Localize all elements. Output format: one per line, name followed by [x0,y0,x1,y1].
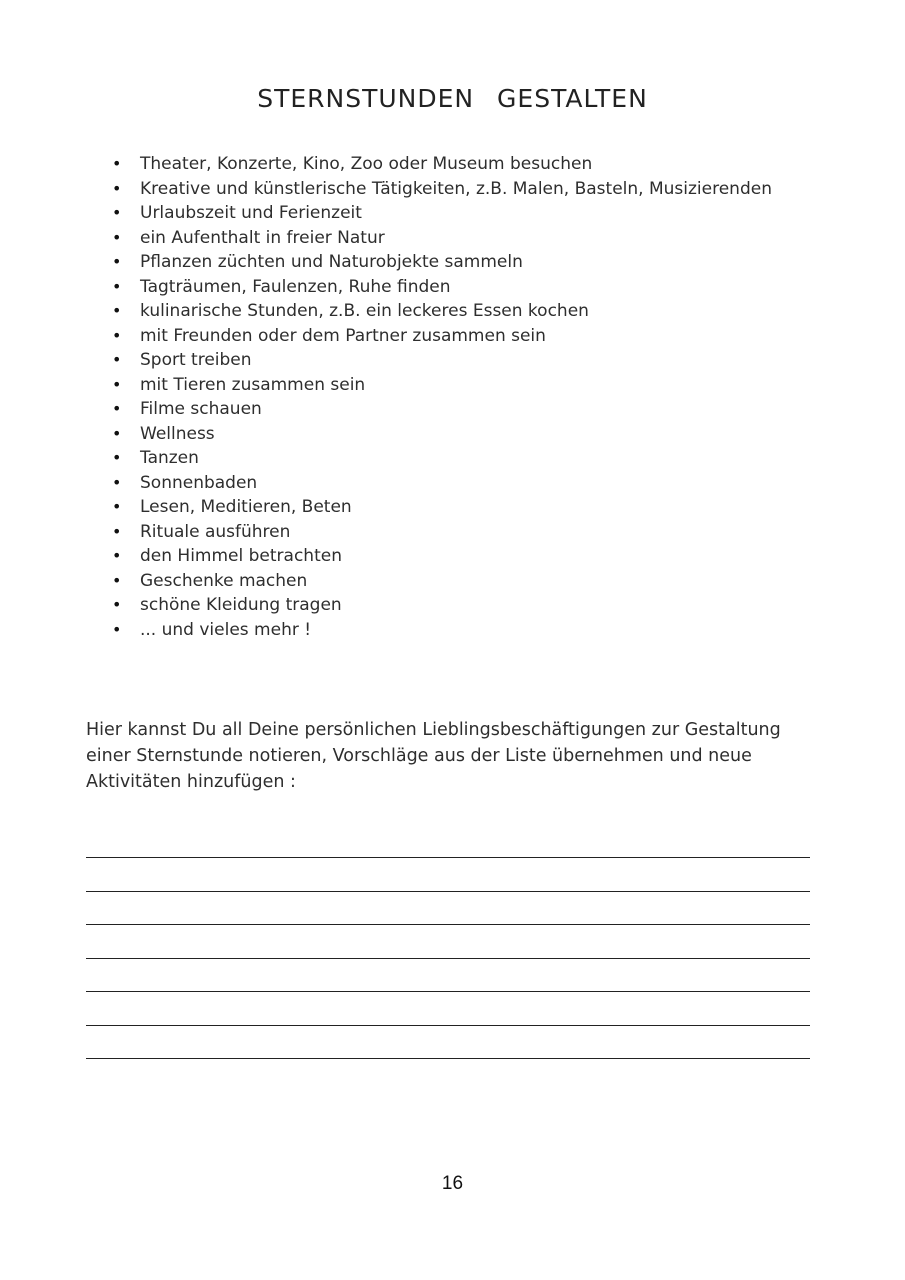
instruction-text: Hier kannst Du all Deine persönlichen Lieblingsbeschäftigungen zur Gestaltung einer Sternstunde notieren, Vorschläge aus der Liste übernehmen und neue Aktivitäten hinzufügen : [86,720,781,792]
list-item-text: Filme schauen [140,399,262,419]
list-item [110,324,772,349]
writing-line[interactable] [86,857,810,858]
list-item-text: schöne Kleidung tragen [140,595,342,615]
writing-line[interactable] [86,991,810,992]
list-item [110,201,772,226]
bullet-icon: • [112,399,122,418]
list-item-text: mit Tieren zusammen sein [140,374,366,395]
list-item-text: Geschenke machen [140,570,308,591]
bullet-icon: • [112,595,122,614]
page-number: 16 [441,1173,464,1194]
list-item [110,446,772,471]
list-item-text: ... und vieles mehr ! [140,619,312,640]
list-item-text: kulinarische Stunden, z.B. ein leckeres Essen kochen [140,301,589,321]
bullet-icon: • [112,252,122,271]
bullet-icon: • [112,423,122,443]
writing-line[interactable] [86,924,810,925]
bullet-icon: • [112,546,122,565]
list-item-text: den Himmel betrachten [140,546,342,566]
list-item-text: Rituale ausführen [140,521,291,542]
bullet-icon: • [112,325,122,345]
list-item-text: mit Freunden oder dem Partner zusammen sein [140,325,546,346]
list-item [110,250,772,275]
bullet-icon: • [112,227,122,247]
bullet-icon: • [112,472,122,492]
bullet-icon: • [112,276,122,296]
list-item [110,152,772,177]
list-item-text: Sport treiben [140,350,252,370]
list-item [110,471,772,496]
bullet-icon: • [112,301,122,320]
list-item [110,275,772,300]
bullet-icon: • [112,374,122,394]
writing-line[interactable] [86,1058,810,1059]
list-item-text: Tanzen [140,448,199,468]
list-item [110,569,772,594]
writing-lines [86,857,810,1092]
list-item [110,397,772,422]
list-item-text: Theater, Konzerte, Kino, Zoo oder Museum besuchen [140,154,593,174]
list-item-text: Tagträumen, Faulenzen, Ruhe finden [140,276,451,297]
list-item-text: Sonnenbaden [140,472,258,493]
list-item-text: Kreative und künstlerische Tätigkeiten, z.B. Malen, Basteln, Musizierenden [140,178,772,199]
list-item-text: Lesen, Meditieren, Beten [140,497,352,517]
bullet-icon: • [112,448,122,467]
bullet-icon: • [112,178,122,198]
writing-line[interactable] [86,891,810,892]
list-item [110,593,772,618]
list-item [110,299,772,324]
list-item [110,618,772,643]
list-item [110,177,772,202]
activity-list [110,152,772,642]
list-item-text: Pflanzen züchten und Naturobjekte sammeln [140,252,523,272]
list-item-text: Urlaubszeit und Ferienzeit [140,203,362,223]
list-item [110,520,772,545]
writing-line[interactable] [86,958,810,959]
list-item [110,495,772,520]
bullet-icon: • [112,619,122,639]
bullet-icon: • [112,521,122,541]
list-item [110,373,772,398]
bullet-icon: • [112,350,122,369]
list-item [110,422,772,447]
writing-line[interactable] [86,1025,810,1026]
list-item [110,226,772,251]
bullet-icon: • [112,570,122,590]
list-item-text: Wellness [140,423,215,444]
bullet-icon: • [112,497,122,516]
list-item [110,348,772,373]
list-item-text: ein Aufenthalt in freier Natur [140,227,385,248]
bullet-icon: • [112,203,122,222]
page-title: STERNSTUNDEN GESTALTEN [257,84,648,113]
bullet-icon: • [112,154,122,173]
list-item [110,544,772,569]
